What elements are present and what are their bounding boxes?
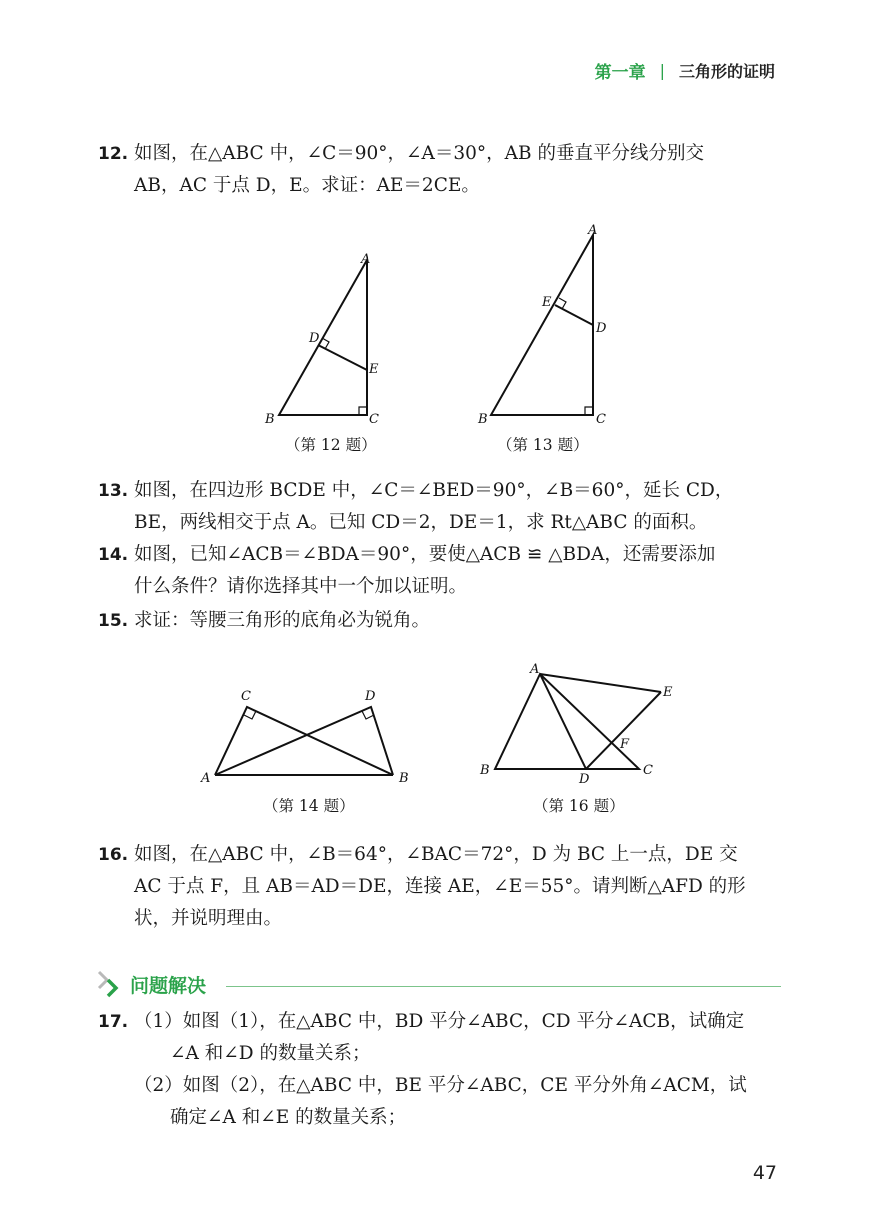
figure-16-caption: （第 16 题） [533,797,625,815]
triangle-abc [279,260,367,415]
problem-number: 12. [98,144,129,164]
problem-text: 确定∠A 和∠E 的数量关系； [170,1107,407,1128]
section-title: 问题解决 [130,975,207,997]
double-chevron-right-icon [94,968,128,1002]
problem-text: AC 于点 F，且 AB＝AD＝DE，连接 AE，∠E＝55°。请判断△AFD 的形 [134,876,746,897]
label-d: D [365,689,376,704]
label-a: A [361,252,371,267]
chapter-number: 第一章 [594,63,646,83]
label-f: F [620,737,630,752]
problem-15 [98,605,778,637]
figure-16 [475,656,685,815]
figure-12-caption: （第 12 题） [285,436,377,454]
figure-14-caption: （第 14 题） [263,797,355,815]
label-d: D [579,772,590,786]
section-divider [226,986,781,987]
problem-14 [98,539,778,603]
label-d: D [596,321,607,336]
figure-13-diagram [475,220,625,430]
problem-17 [98,1006,778,1134]
label-c: C [241,689,251,704]
problem-text: AB，AC 于点 D，E。求证：AE＝2CE。 [134,175,480,196]
right-angle-mark-c [359,407,367,415]
triangle-abc [491,235,593,415]
label-c: C [643,763,653,778]
problem-text: 求证：等腰三角形的底角必为锐角。 [134,610,431,631]
figure-12 [255,245,395,454]
segment-ae [540,674,661,692]
figure-14-diagram [195,685,420,790]
problem-text: 如图，在△ABC 中，∠B＝64°，∠BAC＝72°，D 为 BC 上一点，DE 交 [134,844,738,865]
label-c: C [596,412,606,427]
label-a: A [201,771,211,786]
problem-number: 14. [98,545,129,565]
segment-ed [555,305,593,325]
problem-text: ∠A 和∠D 的数量关系； [170,1043,371,1064]
segment-acb [215,707,393,775]
problem-text: 如图，已知∠ACB＝∠BDA＝90°，要使△ACB ≌ △BDA，还需要添加 [134,544,716,565]
header-separator: | [659,61,665,80]
figure-13-caption: （第 13 题） [497,436,589,454]
problem-text: 如图，在四边形 BCDE 中，∠C＝∠BED＝90°，∠B＝60°，延长 CD， [134,480,734,501]
segment-ad [540,674,586,769]
right-angle-mark-c [244,711,256,719]
label-b: B [478,412,488,427]
figure-16-diagram [475,656,685,786]
segment-de [586,692,661,769]
chapter-header [595,58,775,83]
problem-number: 15. [98,611,129,631]
problem-12 [98,138,778,202]
problem-text: 状，并说明理由。 [134,908,283,929]
triangle-abc [495,674,639,769]
problem-text: BE，两线相交于点 A。已知 CD＝2，DE＝1，求 Rt△ABC 的面积。 [134,512,708,533]
label-b: B [399,771,409,786]
figure-13 [475,220,625,454]
problem-number: 16. [98,845,129,865]
problem-number: 17. [98,1012,129,1032]
label-c: C [369,412,379,427]
label-a: A [588,223,598,238]
label-e: E [663,685,673,700]
problem-number: 13. [98,481,129,501]
label-a: A [530,662,540,677]
section-header [94,968,784,1004]
label-e: E [542,295,552,310]
problem-text: 什么条件？请你选择其中一个加以证明。 [134,576,468,597]
problem-part-2: （2）如图（2），在△ABC 中，BE 平分∠ABC，CE 平分外角∠ACM，试 [134,1075,747,1096]
label-b: B [480,763,490,778]
label-e: E [369,362,379,377]
problem-part-1: （1）如图（1），在△ABC 中，BD 平分∠ABC，CD 平分∠ACB，试确定 [134,1011,745,1032]
problem-13 [98,475,778,539]
label-b: B [265,412,275,427]
figure-14 [195,685,420,815]
figure-12-diagram [255,245,395,430]
right-angle-mark-c [585,407,593,415]
label-d: D [309,331,320,346]
problem-text: 如图，在△ABC 中，∠C＝90°，∠A＝30°，AB 的垂直平分线分别交 [134,143,705,164]
chapter-title: 三角形的证明 [678,62,775,81]
problem-16 [98,839,778,935]
page-number: 47 [752,1162,777,1184]
